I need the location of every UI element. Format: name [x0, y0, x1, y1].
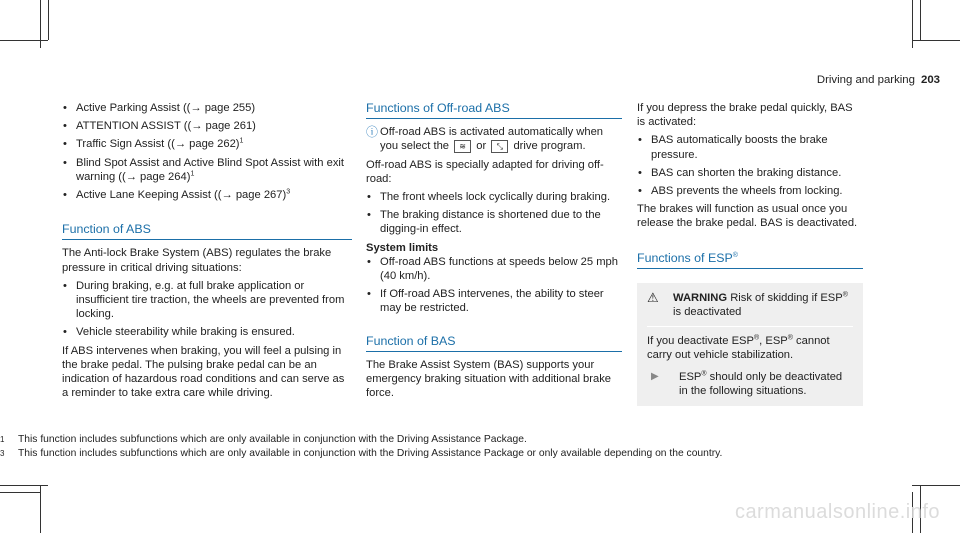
column-middle: [366, 101, 622, 404]
abs-list: [62, 279, 352, 340]
action-arrow-icon: ▶: [651, 370, 659, 382]
bas-activation-intro: If you depress the brake pedal quickly, BAS is activated:: [637, 102, 853, 129]
crop-mark: [920, 0, 921, 40]
section-heading-abs: Function of ABS: [62, 222, 352, 240]
footnote-ref[interactable]: 1: [190, 170, 195, 178]
list-item: • During braking, e.g. at full brake application or insufficient tire traction, the wheels are prevented from locking.: [63, 279, 345, 321]
page-ref-link[interactable]: (→ page 261): [187, 120, 256, 133]
list-item: • ABS prevents the wheels from locking.: [638, 185, 843, 198]
offroad-paragraph: Off-road ABS is specially adapted for driving off-road:: [366, 158, 604, 185]
system-limits-heading: System limits: [366, 241, 439, 254]
abs-paragraph: If ABS intervenes when braking, you will feel a pulsing in the brake pedal. The pulsing brake pedal can be an indication of hazardous road conditions and can serve as a reminder to take extra care while driving.: [62, 344, 345, 400]
crop-mark: [0, 492, 40, 493]
list-item: • Traffic Sign Assist ((→ page 262)$^1$: [63, 137, 244, 151]
bas-deactivation-paragraph: The brakes will function as usual once you release the brake pedal. BAS is deactivated.: [637, 203, 858, 230]
limits-list: [366, 255, 622, 316]
abs-intro: The Anti-lock Brake System (ABS) regulates the brake pressure in critical driving situations:: [62, 247, 332, 274]
footnote: 1 This function includes subfunctions which are only available in conjunction with the Driving Assistance Package.: [0, 434, 527, 445]
list-item: • The front wheels lock cyclically during braking.: [367, 191, 611, 204]
list-item: • BAS automatically boosts the brake pressure.: [638, 134, 828, 161]
page-ref-link[interactable]: (→ page 267): [217, 189, 287, 202]
footnote: 3 This function includes subfunctions which are only available in conjunction with the Driving Assistance Package or only available depending on the country.: [0, 448, 723, 459]
assist-list: [62, 101, 352, 202]
bas-paragraph: The Brake Assist System (BAS) supports your emergency braking situation with additional brake force.: [366, 358, 612, 400]
page-number: 203: [920, 74, 940, 86]
list-item: • If Off-road ABS intervenes, the ability to steer may be restricted.: [367, 288, 604, 315]
rock-crawl-program-icon: ⤡: [491, 140, 508, 153]
list-item: • Off-road ABS functions at speeds below 25 mph (40 km/h).: [367, 255, 618, 283]
section-title: Driving and parking: [816, 74, 915, 86]
warning-body: If you deactivate ESP®, ESP® cannot carry out vehicle stabilization.: [647, 334, 830, 362]
column-right: [637, 101, 863, 406]
warning-icon: ⚠: [647, 289, 659, 305]
footnotes: [0, 433, 722, 461]
list-item: • BAS can shorten the braking distance.: [638, 166, 842, 179]
info-icon: ⓘ: [366, 125, 379, 140]
footnote-ref[interactable]: 1: [239, 137, 244, 145]
column-left: [62, 101, 352, 404]
crop-mark: [912, 485, 960, 486]
list-item: • Blind Spot Assist and Active Blind Spot Assist with exit warning ((→ page 264)$^1$: [63, 156, 345, 183]
section-heading-offroad-abs: Functions of Off-road ABS: [366, 101, 622, 119]
page-ref-link[interactable]: (→ page 262): [171, 138, 240, 151]
section-heading-bas: Function of BAS: [366, 334, 622, 352]
section-heading-esp: Functions of ESP®: [637, 251, 863, 269]
crop-mark: [912, 40, 960, 41]
warning-box: [637, 283, 863, 406]
footnote-ref[interactable]: 3: [286, 188, 291, 196]
warning-label: WARNING: [673, 291, 728, 304]
crop-mark: [0, 40, 48, 41]
crop-mark: [48, 0, 49, 40]
page-header: [817, 73, 940, 87]
offroad-list: [366, 190, 622, 237]
watermark: carmanualsonline.info: [734, 501, 940, 523]
list-item: • Active Parking Assist ((→ page 255): [63, 102, 256, 114]
page-ref-link[interactable]: (→ page 264): [122, 170, 191, 183]
action-step: ▶ ESP® should only be deactivated in the following situations.: [647, 370, 853, 398]
bas-list: [637, 133, 863, 198]
note: ⓘ Off-road ABS is activated automatically when you select the ≋ or ⤡ drive program.: [366, 125, 604, 153]
warning-header: ⚠ WARNING Risk of skidding if ESP® is deactivated: [647, 291, 853, 327]
list-item: • Active Lane Keeping Assist ((→ page 267)$^3$: [63, 188, 291, 202]
list-item: • The braking distance is shortened due to the digging-in effect.: [367, 209, 601, 236]
crop-mark: [40, 485, 41, 533]
crop-mark: [0, 485, 48, 486]
list-item: • Vehicle steerability while braking is ensured.: [63, 326, 295, 339]
list-item: • ATTENTION ASSIST ((→ page 261): [63, 120, 256, 133]
offroad-program-icon: ≋: [454, 140, 471, 153]
page-ref-link[interactable]: (→ page 255): [186, 102, 256, 114]
